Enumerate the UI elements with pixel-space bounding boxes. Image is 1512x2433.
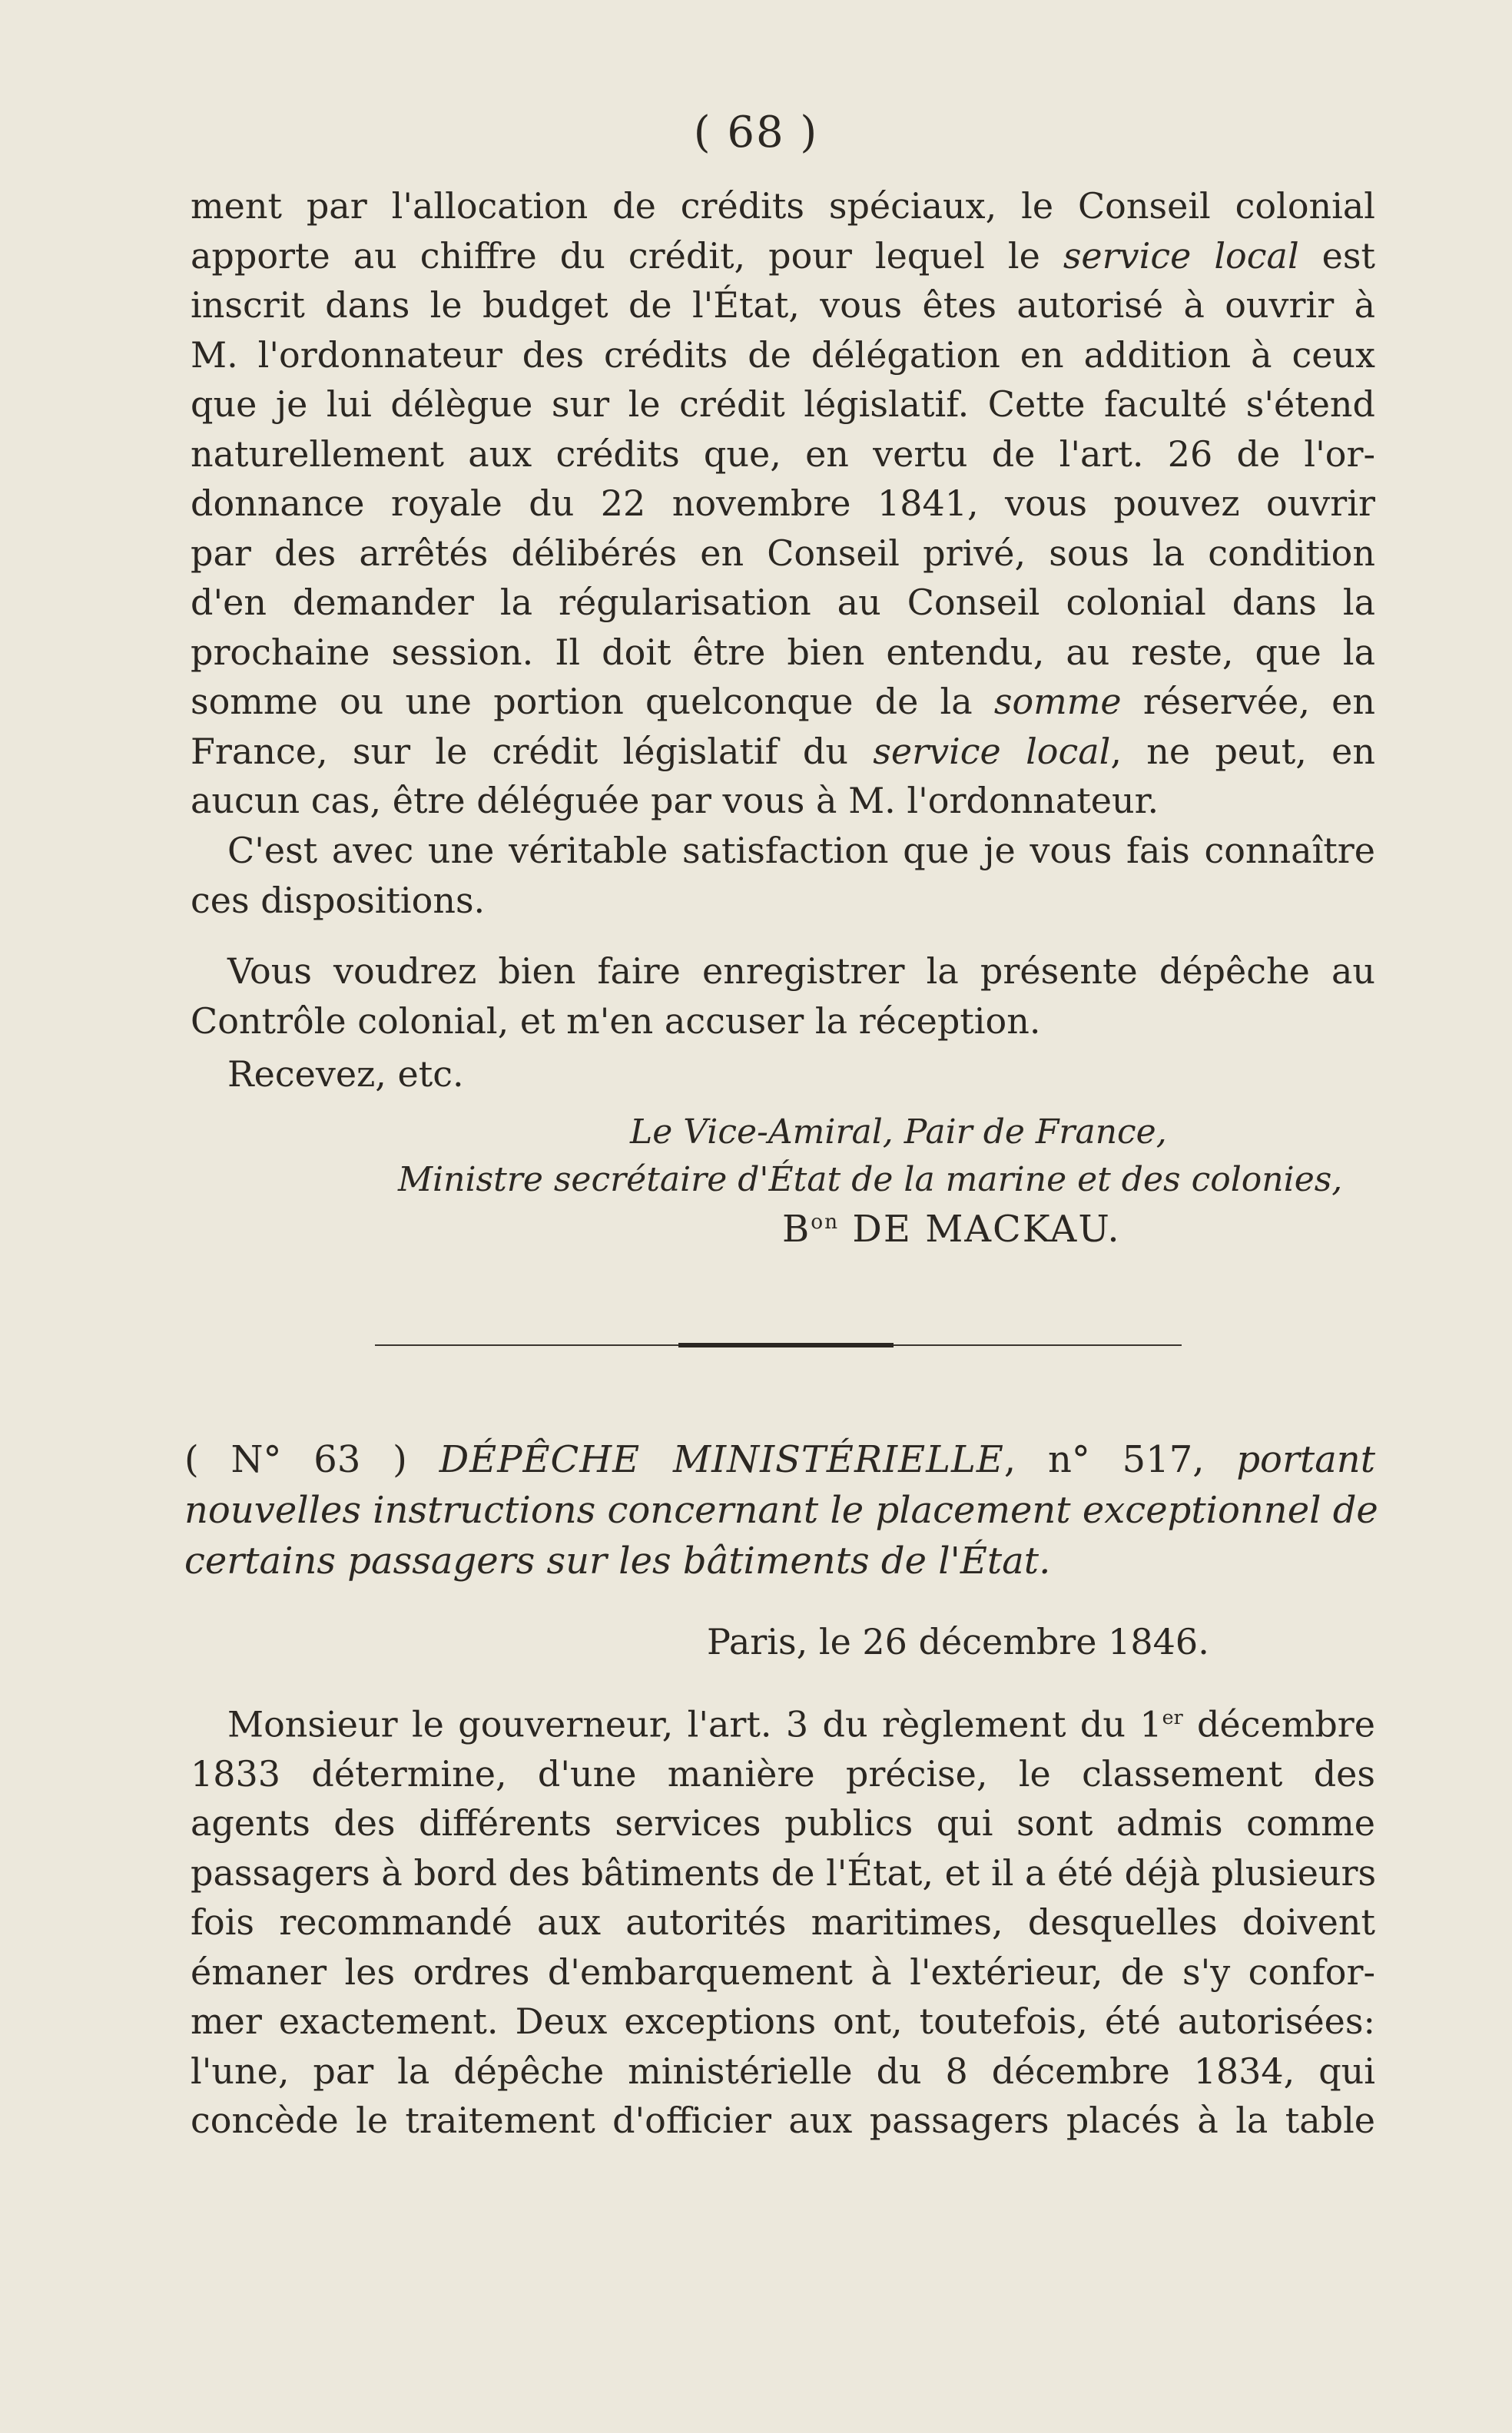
italic-term: service local: [873, 730, 1111, 772]
paragraph-4: [191, 1693, 1375, 2146]
text-line: somme ou une portion quelconque de la somme réservée, en: [191, 681, 1375, 722]
text-line: que je lui délègue sur le crédit législatif. Cette faculté s'étend: [191, 383, 1375, 425]
page-number: ( 68 ): [693, 108, 819, 157]
paragraph-3: [191, 946, 1375, 1046]
text-line: ment par l'allocation de crédits spéciaux, le Conseil colonial: [191, 185, 1375, 227]
text-line: fois recommandé aux autorités maritimes, desquelles doivent: [191, 1901, 1375, 1944]
closing-line: Recevez, etc.: [227, 1053, 464, 1095]
text-line: ces dispositions.: [191, 879, 486, 921]
text-line: donnance royale du 22 novembre 1841, vous pouvez ouvrir: [191, 482, 1375, 524]
paragraph-2: [191, 826, 1375, 925]
section-divider: [375, 1344, 1182, 1346]
text-line: France, sur le crédit législatif du service local, ne peut, en: [191, 730, 1375, 772]
text-line: 1833 détermine, d'une manière précise, le classement des: [191, 1752, 1375, 1795]
paragraph-1: [191, 181, 1375, 826]
dateline: Paris, le 26 décembre 1846.: [707, 1621, 1209, 1662]
heading-title: DÉPÊCHE MINISTÉRIELLE: [439, 1438, 1004, 1481]
text-line: prochaine session. Il doit être bien entendu, au reste, que la: [191, 631, 1375, 673]
signature-line-2: Ministre secrétaire d'État de la marine et des colonies,: [398, 1160, 1343, 1199]
text-line: passagers à bord des bâtiments de l'État, et il a été déjà plusieurs: [191, 1851, 1377, 1894]
text-line: Monsieur le gouverneur, l'art. 3 du règlement du 1er décembre: [227, 1703, 1375, 1745]
dispatch-heading: [184, 1434, 1378, 1586]
text-line: aucun cas, être déléguée par vous à M. l'ordonnateur.: [191, 780, 1159, 821]
heading-line: certains passagers sur les bâtiments de l'État.: [184, 1540, 1051, 1583]
text-line: C'est avec une véritable satisfaction que je vous fais connaître: [227, 830, 1375, 871]
text-line: Vous voudrez bien faire enregistrer la présente dépêche au: [227, 950, 1375, 992]
text-line: mer exactement. Deux exceptions ont, toutefois, été autorisées:: [191, 2000, 1375, 2043]
text-line: d'en demander la régularisation au Conseil colonial dans la: [191, 582, 1375, 623]
closing: [191, 1049, 1375, 1099]
italic-term: somme: [993, 681, 1122, 722]
text-line: inscrit dans le budget de l'État, vous êtes autorisé à ouvrir à: [191, 284, 1375, 326]
text-line: agents des différents services publics qui sont admis comme: [191, 1802, 1375, 1845]
text-line: M. l'ordonnateur des crédits de délégation en addition à ceux: [191, 333, 1375, 376]
heading-line: ( N° 63 ) DÉPÊCHE MINISTÉRIELLE, n° 517, portant: [184, 1438, 1376, 1481]
heading-line: nouvelles instructions concernant le placement exceptionnel de: [184, 1489, 1378, 1532]
text-line: apporte au chiffre du crédit, pour lequel le service local est: [191, 234, 1375, 277]
text-line: l'une, par la dépêche ministérielle du 8 décembre 1834, qui: [191, 2050, 1375, 2092]
signature-line-1: Le Vice-Amiral, Pair de France,: [630, 1112, 1167, 1152]
text-line: par des arrêtés délibérés en Conseil privé, sous la condition: [191, 532, 1375, 574]
text-line: naturellement aux crédits que, en vertu de l'art. 26 de l'or-: [191, 433, 1375, 475]
signatory-name: $B^{on}$ DE MACKAU.: [782, 1208, 1121, 1251]
text-line: Contrôle colonial, et m'en accuser la réception.: [191, 999, 1041, 1042]
text-line: concède le traitement d'officier aux passagers placés à la table: [191, 2100, 1375, 2142]
text-line: émaner les ordres d'embarquement à l'extérieur, de s'y confor-: [191, 1951, 1375, 1993]
italic-term: service local: [1063, 234, 1299, 277]
